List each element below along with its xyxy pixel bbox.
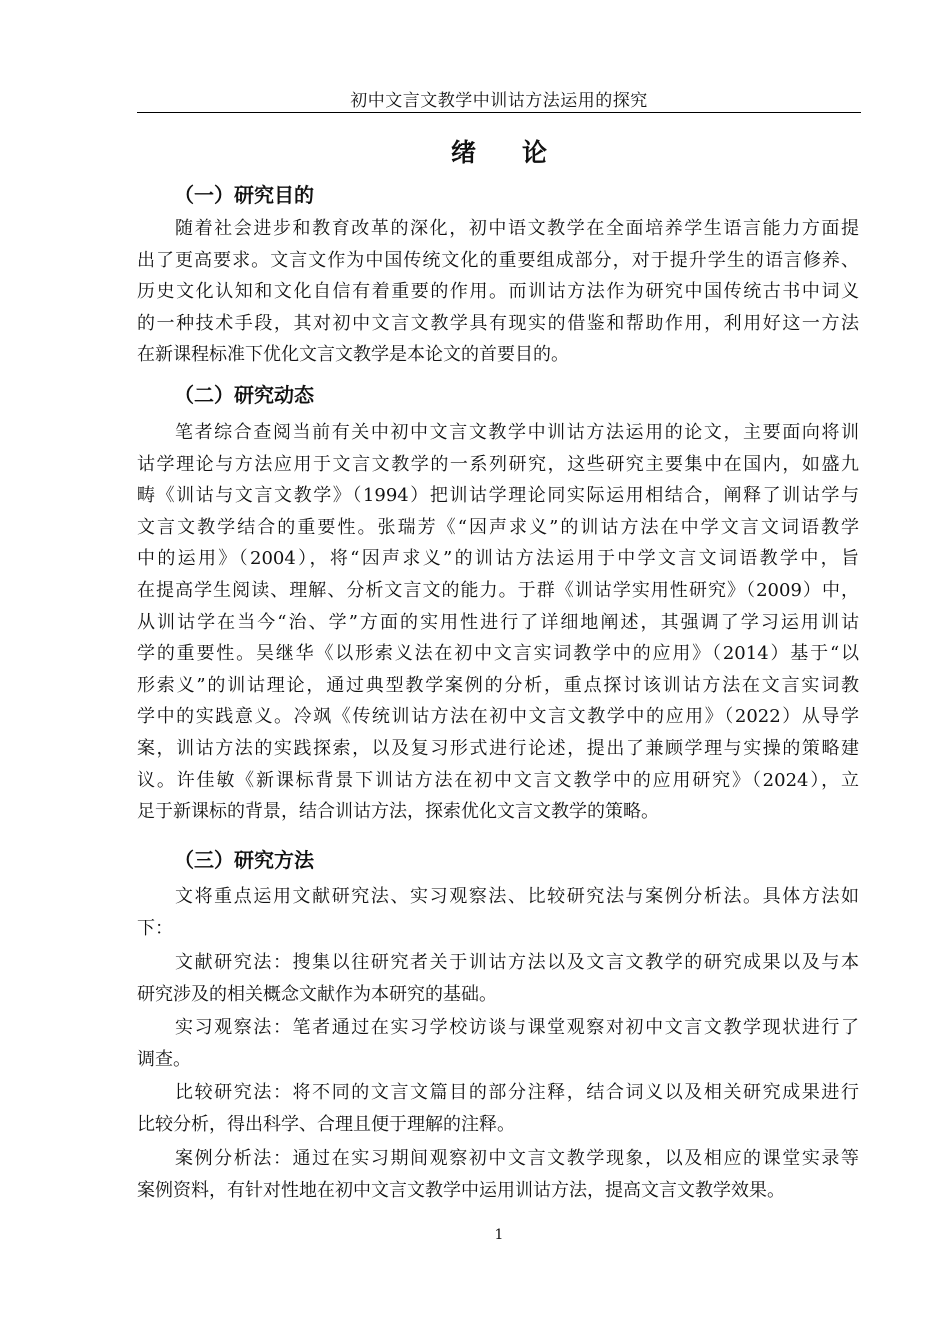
paragraph-line: 调查。 — [137, 1048, 191, 1070]
paragraph-line: 比较分析，得出科学、合理且便于理解的注释。 — [137, 1113, 515, 1135]
chapter-title — [137, 136, 861, 170]
section-heading-purpose: （一）研究目的 — [174, 183, 314, 207]
section-heading-methods: （三）研究方法 — [174, 848, 314, 872]
section-heading-literature: （二）研究动态 — [174, 383, 314, 407]
chapter-title-left: 绪 — [450, 138, 476, 167]
paragraph-method-comparison — [137, 1077, 859, 1140]
paragraph-line: 研究涉及的相关概念文献作为本研究的基础。 — [137, 983, 497, 1005]
chapter-title-right: 论 — [522, 138, 548, 167]
paragraph-line: 实习观察法：笔者通过在实习学校访谈与课堂观察对初中文言文教学现状进行了 — [175, 1017, 859, 1038]
paragraph-method-case — [137, 1143, 859, 1206]
paragraph-line: 历史文化认知和文化自信有着重要的作用。而训诂方法作为研究中国传统古书中词义 — [137, 281, 859, 303]
paragraph-line: 笔者综合查阅当前有关中初中文言文教学中训诂方法运用的论文，主要面向将训 — [175, 422, 859, 443]
paragraph-line: 形索义”的训诂理论，通过典型教学案例的分析，重点探讨该训诂方法在文言实词教 — [137, 674, 859, 696]
paragraph-line: 在提高学生阅读、理解、分析文言文的能力。于群《训诂学实用性研究》（2009）中， — [137, 579, 859, 601]
paragraph-literature — [137, 417, 859, 828]
paragraph-line: 出了更高要求。文言文作为中国传统文化的重要组成部分，对于提升学生的语言修养、 — [137, 249, 859, 271]
paragraph-line: 文言文教学结合的重要性。张瑞芳《“因声求义”的训诂方法在中学文言文词语教学 — [137, 516, 859, 538]
paragraph-line: 在新课程标准下优化文言文教学是本论文的首要目的。 — [137, 344, 569, 366]
header-rule — [137, 112, 861, 113]
paragraph-line: 学中的实践意义。冷飒《传统训诂方法在初中文言文教学中的应用》（2022）从导学 — [137, 706, 859, 728]
paragraph-line: 中的运用》（2004），将“因声求义”的训诂方法运用于中学文言文词语教学中，旨 — [137, 548, 859, 570]
paragraph-line: 案，训诂方法的实践探索，以及复习形式进行论述，提出了兼顾学理与实操的策略建 — [137, 737, 859, 759]
paragraph-line: 下： — [137, 917, 173, 939]
paragraph-line: 随着社会进步和教育改革的深化，初中语文教学在全面培养学生语言能力方面提 — [175, 218, 859, 239]
running-header: 初中文言文教学中训诂方法运用的探究 — [350, 91, 648, 111]
paragraph-line: 学的重要性。吴继华《以形索义法在初中文言实词教学中的应用》（2014）基于“以 — [137, 643, 859, 665]
paragraph-line: 的一种技术手段，其对初中文言文教学具有现实的借鉴和帮助作用，利用好这一方法 — [137, 312, 859, 334]
paragraph-line: 足于新课标的背景，结合训诂方法，探索优化文言文教学的策略。 — [137, 801, 659, 823]
paragraph-line: 从训诂学在当今“治、学”方面的实用性进行了详细地阐述，其强调了学习运用训诂 — [137, 611, 859, 633]
paragraph-line: 比较研究法：将不同的文言文篇目的部分注释，结合词义以及相关研究成果进行 — [175, 1082, 859, 1103]
paragraph-methods-intro — [137, 881, 859, 944]
page-number: 1 — [494, 1227, 504, 1243]
paragraph-method-literature — [137, 947, 859, 1010]
paragraph-line: 案例资料，有针对性地在初中文言文教学中运用训诂方法，提高文言文教学效果。 — [137, 1179, 785, 1201]
paragraph-line: 文将重点运用文献研究法、实习观察法、比较研究法与案例分析法。具体方法如 — [175, 886, 859, 907]
paragraph-line: 诂学理论与方法应用于文言文教学的一系列研究，这些研究主要集中在国内，如盛九 — [137, 453, 859, 475]
paragraph-line: 畴《训诂与文言文教学》（1994）把训诂学理论同实际运用相结合，阐释了训诂学与 — [137, 485, 859, 507]
paragraph-line: 议。许佳敏《新课标背景下训诂方法在初中文言文教学中的应用研究》（2024），立 — [137, 769, 859, 791]
paragraph-line: 案例分析法：通过在实习期间观察初中文言文教学现象，以及相应的课堂实录等 — [175, 1148, 859, 1169]
paragraph-line: 文献研究法：搜集以往研究者关于训诂方法以及文言文教学的研究成果以及与本 — [175, 952, 859, 973]
paragraph-purpose — [137, 213, 859, 371]
paragraph-method-observation — [137, 1012, 859, 1075]
